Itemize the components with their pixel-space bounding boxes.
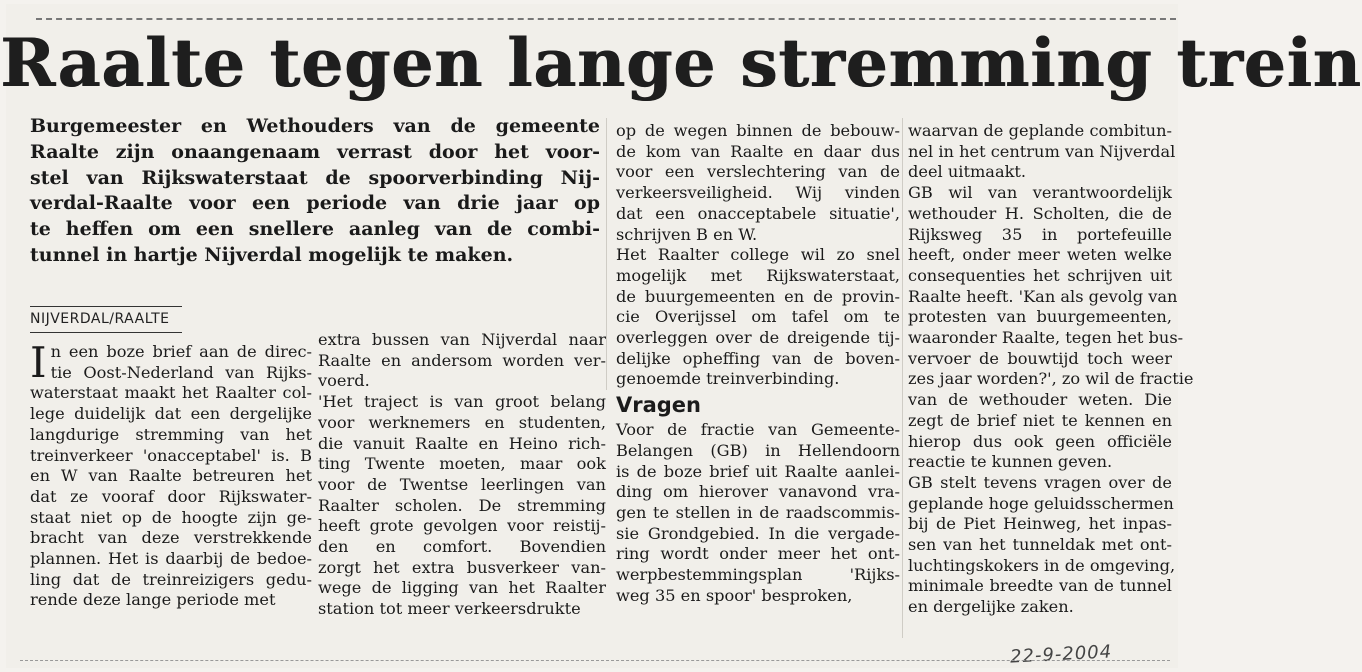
text-line: voor de Twentse leerlingen van bbox=[318, 474, 606, 494]
text-line: extra bussen van Nijverdal naar bbox=[318, 330, 606, 349]
text-line: den en comfort. Bovendien bbox=[318, 537, 606, 557]
text-line: voor een verslechtering van de bbox=[616, 162, 900, 182]
lead-paragraph bbox=[30, 114, 600, 269]
text-line: sie Grondgebied. In die vergade- bbox=[616, 523, 900, 543]
text-line: dat ze vooraf door Rijkswater- bbox=[30, 486, 312, 506]
text-line: lege duidelijk dat een dergelijke bbox=[30, 404, 312, 424]
text-line: staat niet op de hoogte zijn ge- bbox=[30, 507, 312, 527]
text-line: gen te stellen in de raadscommis- bbox=[616, 502, 900, 522]
text-line: op de wegen binnen de bebouw- bbox=[616, 121, 900, 140]
subheading: Vragen bbox=[616, 393, 702, 418]
text-line: heeft grote gevolgen voor reistij- bbox=[318, 516, 606, 536]
text-line: verkeersveiligheid. Wij vinden bbox=[616, 183, 900, 203]
text-line: delijke opheffing van de boven- bbox=[616, 348, 900, 368]
dropcap: I bbox=[30, 338, 47, 387]
text-line: ling dat de treinreizigers gedu- bbox=[30, 569, 312, 589]
text-line: van de wethouder weten. Die bbox=[908, 390, 1172, 410]
text-line: GB stelt tevens vragen over de bbox=[908, 472, 1172, 492]
text-line: schrijven B en W. bbox=[616, 224, 758, 244]
text-line: zes jaar worden?', zo wil de fractie bbox=[908, 369, 1194, 389]
lead-line: te heffen om een snellere aanleg van de combi- bbox=[30, 218, 600, 241]
text-line: zorgt het extra busverkeer van- bbox=[318, 557, 606, 577]
text-line: Raalte en andersom worden ver- bbox=[318, 350, 606, 370]
text-line: waterstaat maakt het Raalter col- bbox=[30, 383, 312, 403]
text-line: plannen. Het is daarbij de bedoe- bbox=[30, 549, 312, 569]
text-line: en W van Raalte betreuren het bbox=[30, 466, 312, 486]
headline: Raalte tegen lange stremming trein bbox=[0, 24, 1362, 102]
text-line: waaronder Raalte, tegen het bus- bbox=[908, 328, 1184, 348]
text-line: protesten van buurgemeenten, bbox=[908, 307, 1172, 327]
text-line: ring wordt onder meer het ont- bbox=[616, 544, 900, 564]
lead-line: Burgemeester en Wethouders van de gemeente bbox=[30, 115, 600, 137]
column-separator bbox=[606, 118, 607, 390]
text-line: station tot meer verkeersdrukte bbox=[318, 599, 581, 619]
text-line: heeft, onder meer weten welke bbox=[908, 245, 1172, 265]
bottom-rule bbox=[20, 660, 1170, 661]
article-column-1 bbox=[30, 338, 312, 611]
article-column-3 bbox=[616, 121, 900, 606]
text-line: ding om hierover vanavond vra- bbox=[616, 482, 900, 502]
text-line: Rijksweg 35 in portefeuille bbox=[908, 224, 1172, 244]
lead-line: verdal-Raalte voor een periode van drie jaar op bbox=[30, 192, 600, 215]
text-line: vervoer de bouwtijd toch weer bbox=[908, 348, 1172, 368]
text-line: wege de ligging van het Raalter bbox=[318, 578, 606, 598]
text-line: tie Oost-Nederland van Rijks- bbox=[50, 362, 312, 382]
text-line: geplande hoge geluidsschermen bbox=[908, 493, 1174, 513]
text-line: deel uitmaakt. bbox=[908, 162, 1027, 182]
text-line: de kom van Raalte en daar dus bbox=[616, 141, 900, 161]
text-line: sen van het tunneldak met ont- bbox=[908, 535, 1172, 555]
text-line: de buurgemeenten en de provin- bbox=[616, 286, 900, 306]
text-line: Belangen (GB) in Hellendoorn bbox=[616, 440, 900, 460]
text-line: nel in het centrum van Nijverdal bbox=[908, 141, 1176, 161]
text-line: mogelijk met Rijkswaterstaat, bbox=[616, 265, 900, 285]
text-line: waarvan de geplande combitun- bbox=[908, 121, 1172, 140]
text-line: hierop dus ook geen officiële bbox=[908, 431, 1172, 451]
text-line: n een boze brief aan de direc- bbox=[50, 342, 312, 361]
text-line: wethouder H. Scholten, die de bbox=[908, 203, 1172, 223]
article-column-4 bbox=[908, 121, 1194, 618]
text-line: minimale breedte van de tunnel bbox=[908, 576, 1172, 596]
text-line: voor werknemers en studenten, bbox=[318, 412, 606, 432]
lead-line: tunnel in hartje Nijverdal mogelijk te maken. bbox=[30, 243, 514, 266]
handwritten-date: 22-9-2004 bbox=[1009, 641, 1113, 668]
byline: NIJVERDAL/RAALTE bbox=[30, 311, 170, 327]
text-line: consequenties het schrijven uit bbox=[908, 265, 1172, 285]
text-line: treinverkeer 'onacceptabel' is. B bbox=[30, 445, 312, 465]
text-line: voerd. bbox=[318, 371, 370, 391]
text-line: rende deze lange periode met bbox=[30, 590, 276, 610]
text-line: Raalte heeft. 'Kan als gevolg van bbox=[908, 286, 1178, 306]
column-separator bbox=[902, 118, 903, 638]
article-column-2 bbox=[318, 330, 606, 620]
byline-rule-bottom bbox=[30, 332, 182, 333]
text-line: cie Overijssel om tafel om te bbox=[616, 307, 900, 327]
text-line: en dergelijke zaken. bbox=[908, 597, 1074, 617]
text-line: weg 35 en spoor' besproken, bbox=[616, 585, 853, 605]
text-line: is de boze brief uit Raalte aanlei- bbox=[616, 461, 900, 481]
text-line: werpbestemmingsplan 'Rijks- bbox=[616, 565, 900, 585]
text-line: Het Raalter college wil zo snel bbox=[616, 245, 900, 265]
text-line: bracht van deze verstrekkende bbox=[30, 528, 312, 548]
text-line: 'Het traject is van groot belang bbox=[318, 392, 606, 412]
text-line: reactie te kunnen geven. bbox=[908, 452, 1113, 472]
text-line: luchtingskokers in de omgeving, bbox=[908, 555, 1176, 575]
text-line: die vanuit Raalte en Heino rich- bbox=[318, 433, 606, 453]
text-line: Raalter scholen. De stremming bbox=[318, 495, 606, 515]
text-line: zegt de brief niet te kennen en bbox=[908, 410, 1172, 430]
text-line: dat een onacceptabele situatie', bbox=[616, 203, 900, 223]
top-rule bbox=[36, 18, 1176, 20]
text-line: GB wil van verantwoordelijk bbox=[908, 183, 1172, 203]
text-line: ting Twente moeten, maar ook bbox=[318, 454, 606, 474]
text-line: genoemde treinverbinding. bbox=[616, 369, 840, 389]
text-line: Voor de fractie van Gemeente- bbox=[616, 420, 900, 440]
text-line: langdurige stremming van het bbox=[30, 424, 312, 444]
text-line: overleggen over de dreigende tij- bbox=[616, 328, 900, 348]
text-line: bij de Piet Heinweg, het inpas- bbox=[908, 514, 1172, 534]
byline-rule-top bbox=[30, 306, 182, 307]
lead-line: Raalte zijn onaangenaam verrast door het voor- bbox=[30, 140, 600, 163]
lead-line: stel van Rijkswaterstaat de spoorverbinding Nij- bbox=[30, 166, 600, 189]
